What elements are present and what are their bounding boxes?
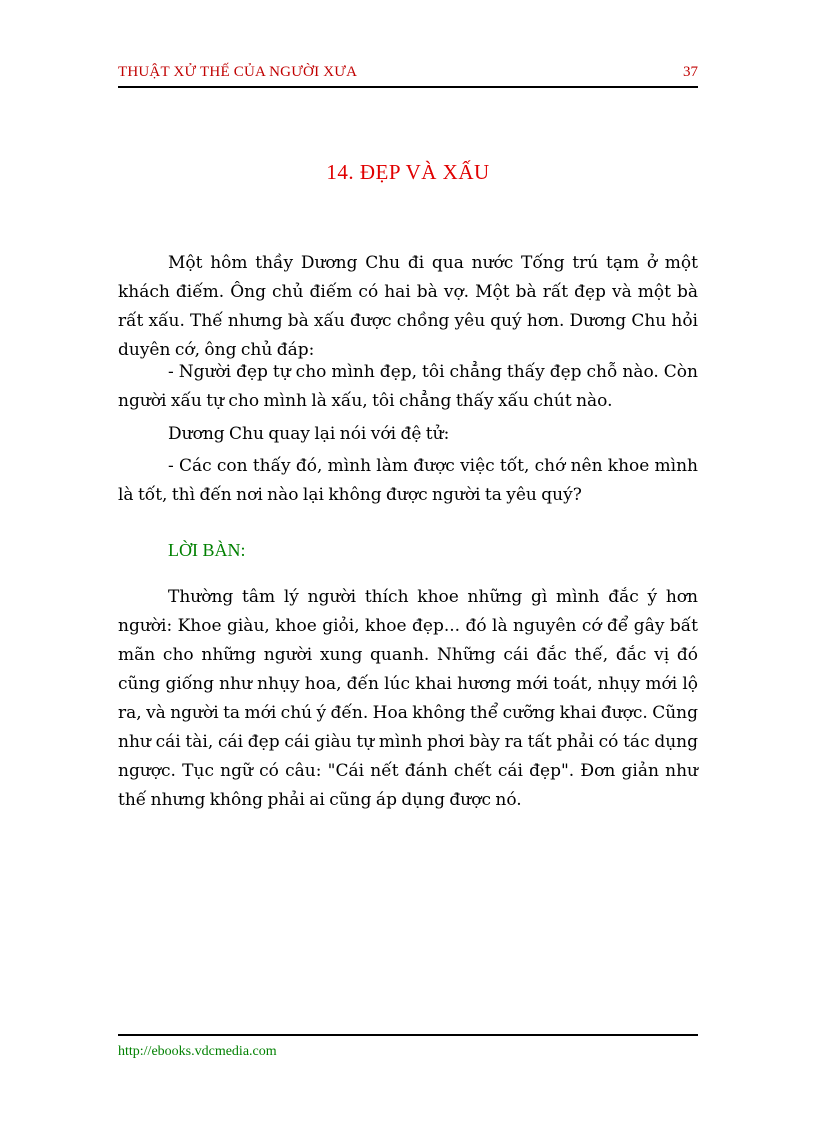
chapter-title: 14. ĐẸP VÀ XẤU bbox=[326, 160, 490, 184]
page-header bbox=[118, 64, 698, 88]
commentary-paragraph: Thường tâm lý người thích khoe những gì mình đắc ý hơn người: Khoe giàu, khoe giỏi, khoe đẹp... đó là nguyên cớ để gây bất mãn cho những người xung quanh. Những cái đắc thế, đắc vị đó cũng giống như nhụy hoa, đến lúc khai hương mới toát, nhụy mới lộ ra, và người ta mới chú ý đến. Hoa không thể cưỡng khai được. Cũng như cái tài, cái đẹp cái giàu tự mình phơi bày ra tất phải có tác dụng ngược. Tục ngữ có câu: "Cái nết đánh chết cái đẹp". Đơn giản như thế nhưng không phải ai cũng áp dụng được nó. bbox=[118, 587, 698, 810]
story-paragraph-1: Một hôm thầy Dương Chu đi qua nước Tống trú tạm ở một khách điếm. Ông chủ điếm có hai bà vợ. Một bà rất đẹp và một bà rất xấu. Thế nhưng bà xấu được chồng yêu quý hơn. Dương Chu hỏi duyên cớ, ông chủ đáp: bbox=[118, 253, 698, 360]
book-title: THUẬT XỬ THẾ CỦA NGƯỜI XƯA bbox=[118, 64, 358, 80]
story-paragraph-3: Dương Chu quay lại nói với đệ tử: bbox=[168, 424, 450, 444]
footer-link[interactable]: http://ebooks.vdcmedia.com bbox=[118, 1044, 277, 1059]
commentary-heading: LỜI BÀN: bbox=[168, 540, 246, 560]
page-number: 37 bbox=[683, 64, 698, 80]
story-paragraph-4: - Các con thấy đó, mình làm được việc tốt, chớ nên khoe mình là tốt, thì đến nơi nào lại không được người ta yêu quý? bbox=[118, 456, 698, 505]
story-paragraph-2: - Người đẹp tự cho mình đẹp, tôi chẳng thấy đẹp chỗ nào. Còn người xấu tự cho mình là xấu, tôi chẳng thấy xấu chút nào. bbox=[118, 362, 698, 411]
footer-divider bbox=[118, 1034, 698, 1036]
